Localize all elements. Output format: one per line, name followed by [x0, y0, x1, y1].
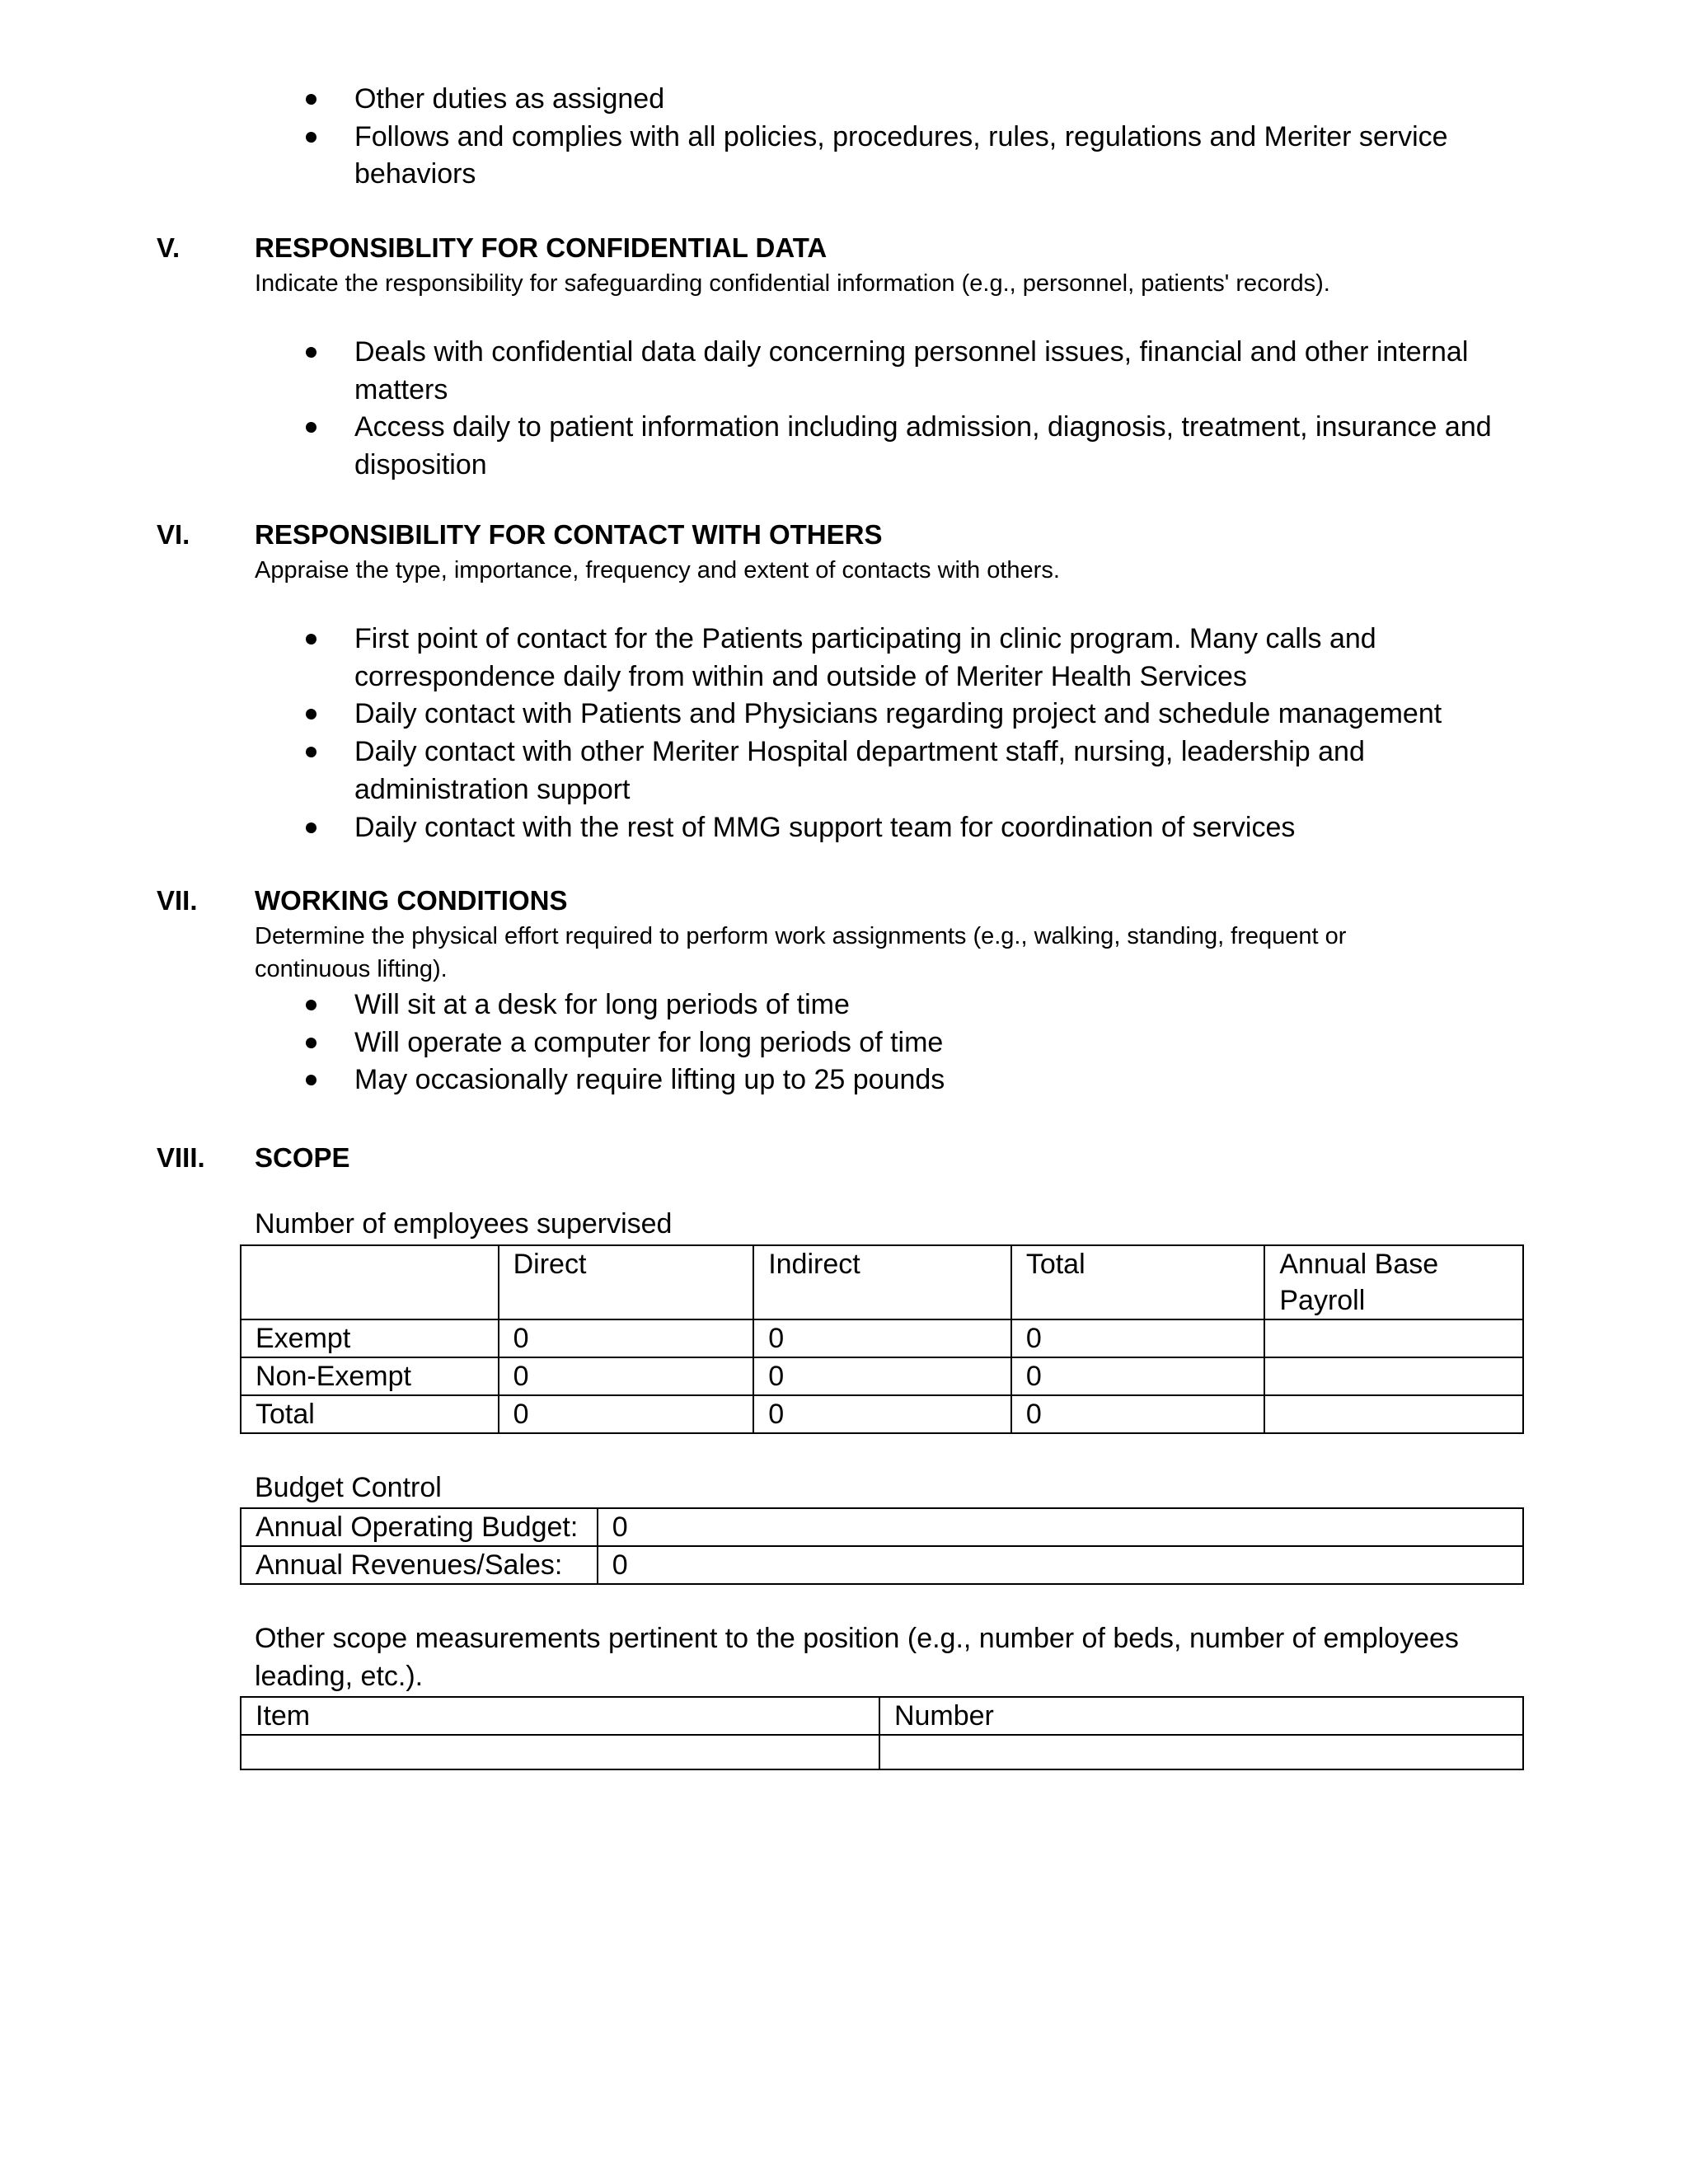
table-cell: 0	[753, 1395, 1011, 1433]
table-header-cell	[241, 1245, 499, 1319]
table-header-row	[241, 1245, 1523, 1319]
table-cell	[1264, 1357, 1523, 1395]
table-header-cell: Number	[879, 1697, 1523, 1735]
table-cell: 0	[598, 1508, 1523, 1546]
list-item: Follows and complies with all policies, procedures, rules, regulations and Meriter service behaviors	[0, 119, 1508, 194]
section-title: RESPONSIBILITY FOR CONTACT WITH OTHERS	[255, 519, 883, 550]
table-cell	[241, 1735, 879, 1769]
budget-table	[240, 1507, 1524, 1585]
list-item: Will sit at a desk for long periods of time	[0, 987, 1508, 1024]
table-row	[241, 1395, 1523, 1433]
confidential-data-list	[0, 334, 1508, 485]
table-header-cell: Total	[1011, 1245, 1265, 1319]
table-header-cell: Item	[241, 1697, 879, 1735]
table-cell: 0	[499, 1395, 754, 1433]
table-cell	[879, 1735, 1523, 1769]
list-item: Deals with confidential data daily concerning personnel issues, financial and other internal matters	[0, 334, 1508, 409]
section-title: RESPONSIBLITY FOR CONFIDENTIAL DATA	[255, 232, 828, 263]
section-description: Determine the physical effort required to perform work assignments (e.g., walking, standing, frequent or continuous lifting).	[255, 923, 1347, 982]
table-row	[241, 1735, 1523, 1769]
section-number: VIII.	[157, 1142, 205, 1173]
table-cell: 0	[753, 1357, 1011, 1395]
table-cell	[1264, 1395, 1523, 1433]
section-description: Appraise the type, importance, frequency and extent of contacts with others.	[255, 557, 1060, 583]
other-scope-label: Other scope measurements pertinent to the position (e.g., number of beds, number of employees leading, etc.).	[255, 1623, 1459, 1692]
table-cell: Non-Exempt	[241, 1357, 499, 1395]
employees-table	[240, 1244, 1524, 1434]
table-cell: 0	[753, 1319, 1011, 1357]
section-number: V.	[157, 232, 181, 263]
section-number: VII.	[157, 885, 198, 916]
table-cell: 0	[1011, 1395, 1265, 1433]
section-description: Indicate the responsibility for safeguarding confidential information (e.g., personnel, patients' records).	[255, 270, 1330, 297]
table-cell: 0	[1011, 1357, 1265, 1395]
table-header-row	[241, 1697, 1523, 1735]
table-cell: 0	[1011, 1319, 1265, 1357]
table-cell	[1264, 1319, 1523, 1357]
duties-list	[0, 81, 1508, 194]
budget-table-label: Budget Control	[255, 1472, 442, 1503]
table-cell: Exempt	[241, 1319, 499, 1357]
list-item: Daily contact with other Meriter Hospital department staff, nursing, leadership and administration support	[0, 733, 1508, 808]
table-cell: 0	[499, 1319, 754, 1357]
table-header-cell: Indirect	[753, 1245, 1011, 1319]
table-cell: Annual Operating Budget:	[241, 1508, 598, 1546]
contacts-list	[0, 621, 1508, 846]
table-header-cell: Annual Base Payroll	[1264, 1245, 1523, 1319]
section-title: WORKING CONDITIONS	[255, 885, 568, 916]
table-cell: Total	[241, 1395, 499, 1433]
table-row	[241, 1508, 1523, 1546]
table-header-cell: Direct	[499, 1245, 754, 1319]
list-item: Will operate a computer for long periods of time	[0, 1024, 1508, 1062]
other-scope-table	[240, 1696, 1524, 1770]
list-item: Other duties as assigned	[0, 81, 1508, 119]
working-conditions-list	[0, 987, 1508, 1099]
list-item: Daily contact with Patients and Physicians regarding project and schedule management	[0, 696, 1508, 733]
table-cell: Annual Revenues/Sales:	[241, 1546, 598, 1584]
list-item: First point of contact for the Patients participating in clinic program. Many calls and correspondence daily from within and outside of Meriter Health Services	[0, 621, 1508, 696]
table-row	[241, 1357, 1523, 1395]
section-number: VI.	[157, 519, 190, 550]
list-item: Access daily to patient information including admission, diagnosis, treatment, insurance and disposition	[0, 409, 1508, 484]
list-item: May occasionally require lifting up to 25 pounds	[0, 1062, 1508, 1099]
section-title: SCOPE	[255, 1142, 350, 1173]
table-row	[241, 1319, 1523, 1357]
table-cell: 0	[499, 1357, 754, 1395]
list-item: Daily contact with the rest of MMG support team for coordination of services	[0, 809, 1508, 847]
table-row	[241, 1546, 1523, 1584]
employees-table-label: Number of employees supervised	[255, 1208, 673, 1240]
table-cell: 0	[598, 1546, 1523, 1584]
